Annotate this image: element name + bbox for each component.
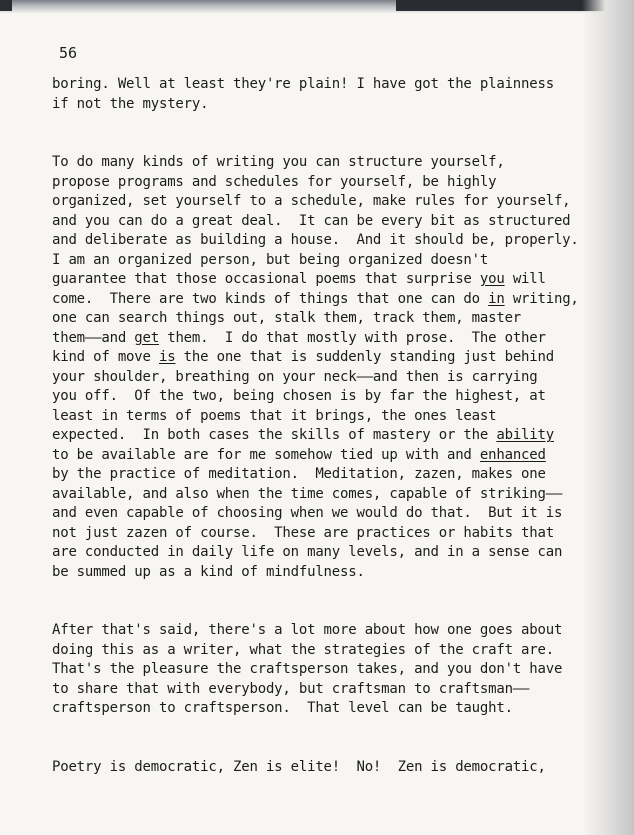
paragraph [52,153,592,582]
text-line [52,290,592,310]
text-line [52,758,592,778]
text-segment: organized, set yourself to a schedule, make rules for yourself, [52,193,571,209]
paragraph [52,75,592,114]
text-segment: and you can do a great deal. It can be every bit as structured [52,212,571,229]
text-segment: you off. Of the two, being chosen is by far the highest, at [52,388,546,404]
page-number: 56 [59,44,78,62]
text-segment: by the practice of meditation. Meditation, zazen, makes one [52,466,546,482]
text-line [52,699,592,719]
underlined-word: is [158,349,176,365]
text-segment: kind of move [52,349,159,365]
underlined-word: you [479,271,505,287]
text-segment: one can search things out, stalk them, track them, master [52,310,522,326]
paragraph-gap [52,719,592,758]
text-segment: the one that is suddenly standing just behind [175,349,554,365]
text-segment: I am an organized person, but being organized doesn't [52,251,489,268]
text-line [52,446,592,466]
text-line [52,348,592,368]
text-segment: propose programs and schedules for yourself, be highly [52,173,497,190]
text-line [52,270,592,290]
text-line [52,680,592,700]
paragraph [52,758,592,778]
text-line [52,95,592,115]
text-segment: will [504,271,546,287]
text-segment: your shoulder, breathing on your neck——and then is carrying [52,368,538,385]
text-segment: After that's said, there's a lot more about how one goes about [52,622,563,638]
text-segment: are conducted in daily life on many levels, and in a sense can [52,544,563,560]
text-line [52,153,592,173]
underlined-word: in [488,290,505,307]
paragraph [52,621,592,719]
text-segment: expected. In both cases the skills of mastery or the [52,427,497,443]
scan-top-edge [0,0,634,13]
body-text [52,75,592,777]
text-segment: if not the mystery. [52,95,209,112]
text-line [52,251,592,271]
text-line [52,75,592,95]
text-line [52,173,592,193]
scan-shadow-left [0,0,12,11]
text-line [52,192,592,212]
text-segment: available, and also when the time comes, capable of striking—— [52,485,563,502]
text-line [52,407,592,427]
text-segment: to be available are for me somehow tied up with and [52,446,480,463]
text-line [52,621,592,641]
text-line [52,504,592,524]
text-segment: and even capable of choosing when we would do that. But it is [52,505,563,521]
text-line [52,543,592,563]
text-line [52,329,592,349]
underlined-word: get [134,329,159,346]
paragraph-gap [52,582,592,621]
text-segment: craftsperson to craftsperson. That level can be taught. [52,700,513,716]
text-segment: least in terms of poems that it brings, the ones least [52,407,497,424]
text-line [52,524,592,544]
text-segment: That's the pleasure the craftsperson takes, and you don't have [52,661,563,677]
text-segment: be summed up as a kind of mindfulness. [52,563,365,580]
text-segment: To do many kinds of writing you can structure yourself, [52,154,505,170]
text-segment: come. There are two kinds of things that one can do [52,290,489,307]
text-line [52,426,592,446]
text-line [52,368,592,388]
text-segment: them——and [52,329,135,346]
text-segment: boring. Well at least they're plain! I have got the plainness [52,76,554,92]
text-segment: them. I do that mostly with prose. The other [158,329,546,346]
underlined-word: ability [496,427,554,443]
text-segment: not just zazen of course. These are practices or habits that [52,524,554,541]
text-segment: to share that with everybody, but craftsman to craftsman—— [52,680,530,697]
text-line [52,212,592,232]
text-segment: and deliberate as building a house. And it should be, properly. [52,232,579,248]
text-segment: guarantee that those occasional poems that surprise [52,271,480,287]
text-line [52,641,592,661]
text-line [52,309,592,329]
text-segment: doing this as a writer, what the strategies of the craft are. [52,641,554,658]
text-line [52,465,592,485]
text-line [52,485,592,505]
paragraph-gap [52,114,592,153]
text-line [52,563,592,583]
underlined-word: enhanced [479,446,546,463]
text-line [52,660,592,680]
text-line [52,387,592,407]
text-segment: Poetry is democratic, Zen is elite! No! Zen is democratic, [52,758,546,775]
text-segment: writing, [504,290,579,307]
text-line [52,231,592,251]
